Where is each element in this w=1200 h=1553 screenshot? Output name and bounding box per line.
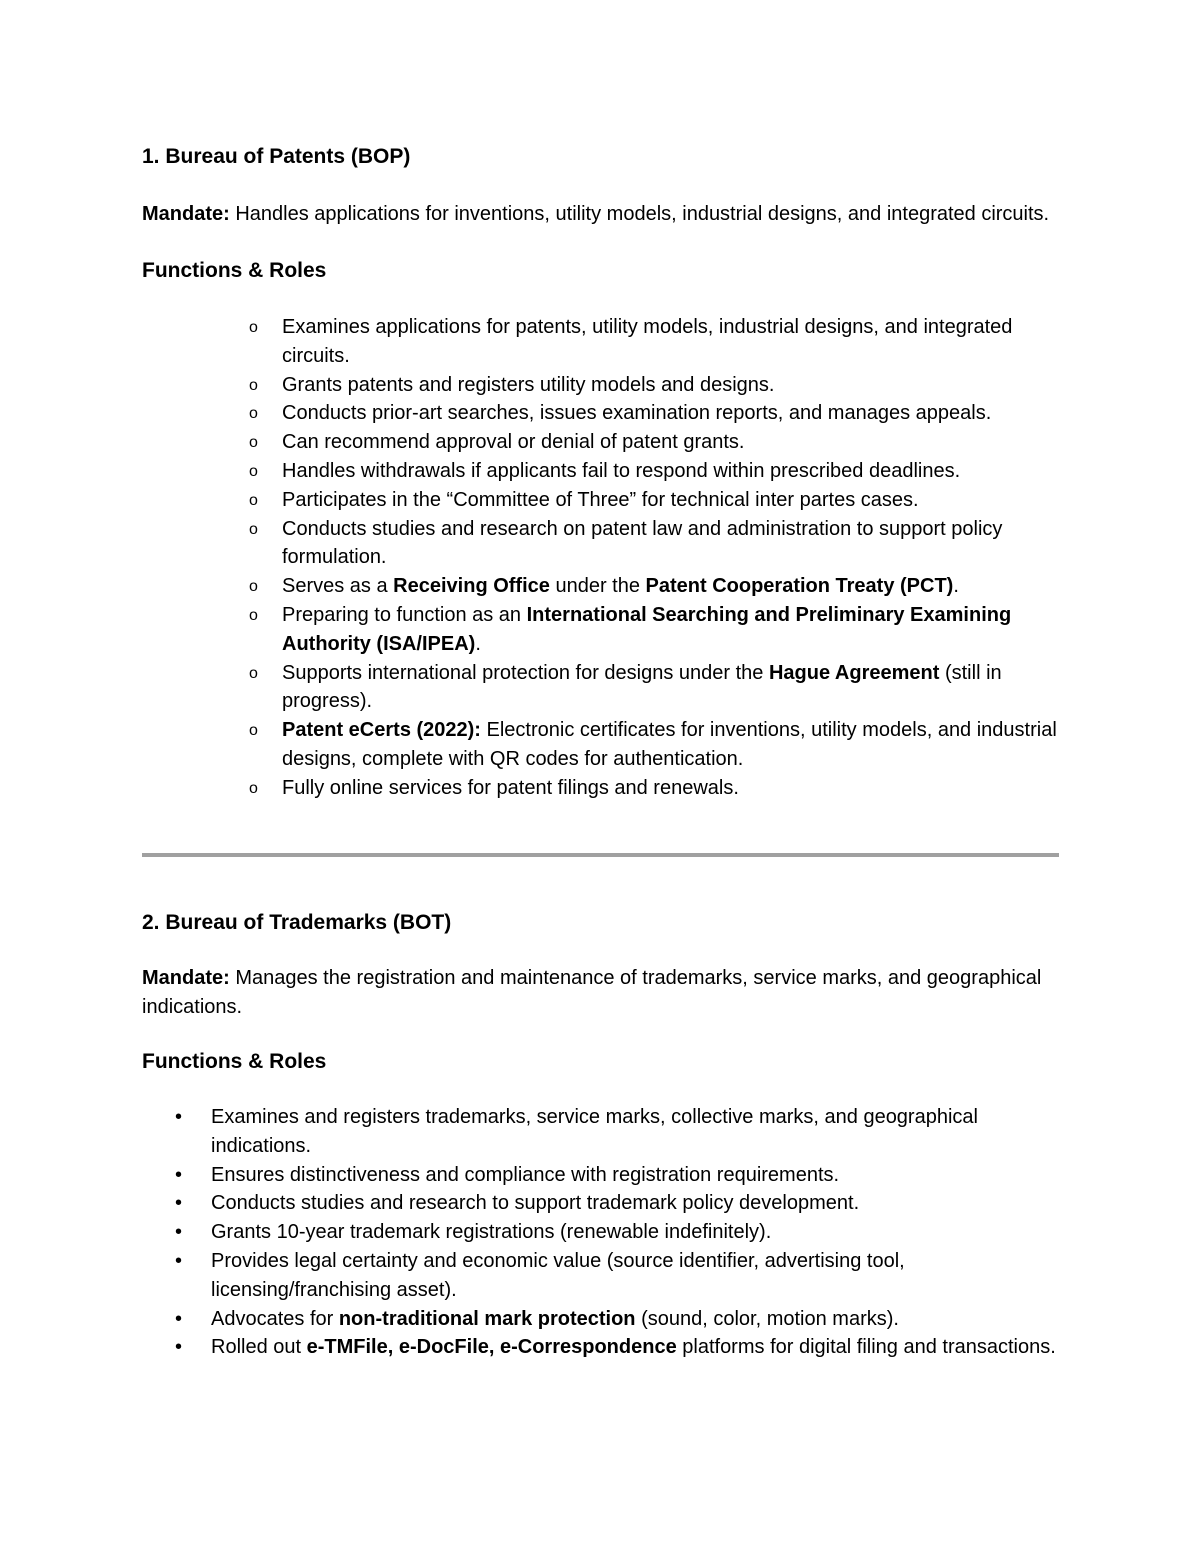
list-item — [142, 515, 1060, 573]
item-text: . — [953, 575, 959, 598]
list-item — [142, 1161, 1060, 1190]
item-text: Grants patents and registers utility models and designs. — [282, 373, 775, 396]
item-text: Examines applications for patents, utility models, industrial designs, and integrated circuits. — [282, 316, 1013, 367]
bold-text: Hague Agreement — [768, 661, 940, 684]
bold-text: e-TMFile, e-DocFile, e-Correspondence — [306, 1336, 677, 1359]
mandate-paragraph — [142, 964, 1060, 1022]
bold-text: non-traditional mark protection — [338, 1307, 636, 1330]
item-text: Conducts studies and research on patent law and administration to support policy formulation. — [282, 517, 1003, 569]
bullet-icon: o — [249, 491, 258, 509]
list-item — [142, 371, 1060, 400]
section-title: 2. Bureau of Trademarks (BOT) — [142, 911, 452, 934]
mandate-label: Mandate: — [142, 203, 230, 225]
item-text: Supports international protection for designs under the — [282, 661, 769, 684]
bullet-icon: o — [249, 606, 258, 624]
list-item — [142, 1305, 1060, 1334]
section-bureau-of-patents — [142, 142, 1060, 803]
bold-text: Patent eCerts (2022): — [282, 719, 481, 742]
bullet-icon: o — [249, 779, 258, 797]
list-item — [142, 1333, 1060, 1362]
bullet-icon: o — [249, 520, 258, 538]
item-text: Advocates for — [211, 1307, 339, 1330]
bold-text: Patent Cooperation Treaty (PCT) — [645, 575, 954, 598]
mandate-label: Mandate: — [142, 967, 230, 989]
functions-title: Functions & Roles — [142, 1050, 327, 1073]
bullet-icon: o — [249, 319, 258, 336]
functions-list — [142, 313, 1060, 803]
list-item — [142, 572, 1060, 601]
item-text: Examines and registers trademarks, service marks, collective marks, and geographical indications. — [211, 1106, 978, 1157]
mandate-text: Manages the registration and maintenance of trademarks, service marks, and geographical indications. — [142, 967, 1042, 1018]
list-item — [142, 1103, 1060, 1161]
bullet-icon: • — [175, 1221, 183, 1244]
bullet-icon: o — [249, 462, 258, 480]
item-text: Grants 10-year trademark registrations (renewable indefinitely). — [211, 1221, 772, 1244]
list-item — [142, 601, 1060, 659]
item-text: Rolled out — [211, 1336, 307, 1359]
item-text: (still in progress). — [282, 661, 1002, 713]
bullet-icon: o — [249, 405, 258, 423]
bullet-icon: • — [175, 1163, 183, 1186]
list-item — [142, 428, 1060, 457]
item-text: Provides legal certainty and economic value (source identifier, advertising tool, licensing/franchising asset). — [211, 1249, 905, 1301]
mandate-paragraph — [142, 200, 1060, 229]
bullet-icon: o — [249, 376, 258, 394]
item-text: Ensures distinctiveness and compliance with registration requirements. — [211, 1163, 840, 1186]
item-text: Serves as a — [282, 575, 394, 598]
section-title: 1. Bureau of Patents (BOP) — [142, 145, 411, 168]
bold-text: International Searching and Preliminary Examining Authority (ISA/IPEA) — [282, 603, 1012, 655]
item-text: under the — [549, 575, 646, 598]
bullet-icon: • — [175, 1307, 183, 1330]
item-text: platforms for digital filing and transactions. — [676, 1336, 1056, 1359]
bullet-icon: • — [175, 1336, 183, 1359]
list-item — [142, 457, 1060, 486]
section-bureau-of-trademarks — [142, 908, 1060, 1362]
bullet-icon: • — [175, 1192, 183, 1215]
list-item — [142, 1189, 1060, 1218]
list-item — [142, 486, 1060, 515]
bullet-icon: o — [249, 722, 258, 740]
bold-text: Receiving Office — [393, 575, 550, 598]
functions-list — [142, 1103, 1060, 1362]
item-text: Conducts prior-art searches, issues examination reports, and manages appeals. — [282, 402, 992, 425]
bullet-icon: • — [175, 1106, 183, 1128]
item-text: Handles withdrawals if applicants fail to respond within prescribed deadlines. — [282, 459, 961, 482]
bullet-icon: • — [175, 1249, 183, 1272]
list-item — [142, 716, 1060, 774]
item-text: Conducts studies and research to support trademark policy development. — [211, 1192, 860, 1215]
list-item — [142, 1218, 1060, 1247]
functions-title: Functions & Roles — [142, 259, 327, 282]
bullet-icon: o — [249, 434, 258, 452]
item-text: Can recommend approval or denial of patent grants. — [282, 431, 745, 454]
item-text: Electronic certificates for inventions, utility models, and industrial designs, complete with QR codes for authentication. — [282, 719, 1057, 770]
item-text: Participates in the “Committee of Three” for technical inter partes cases. — [282, 488, 919, 511]
list-item — [142, 1247, 1060, 1305]
bullet-icon: o — [249, 664, 258, 682]
list-item — [142, 659, 1060, 717]
mandate-text: Handles applications for inventions, utility models, industrial designs, and integrated circuits. — [229, 203, 1050, 225]
list-item — [142, 399, 1060, 428]
item-text: . — [475, 632, 481, 655]
list-item — [142, 313, 1060, 371]
bullet-icon: o — [249, 578, 258, 596]
horizontal-divider — [142, 853, 1059, 857]
item-text: Fully online services for patent filings and renewals. — [282, 776, 739, 799]
list-item — [142, 774, 1060, 803]
item-text: Preparing to function as an — [282, 603, 527, 626]
item-text: (sound, color, motion marks). — [635, 1307, 899, 1330]
